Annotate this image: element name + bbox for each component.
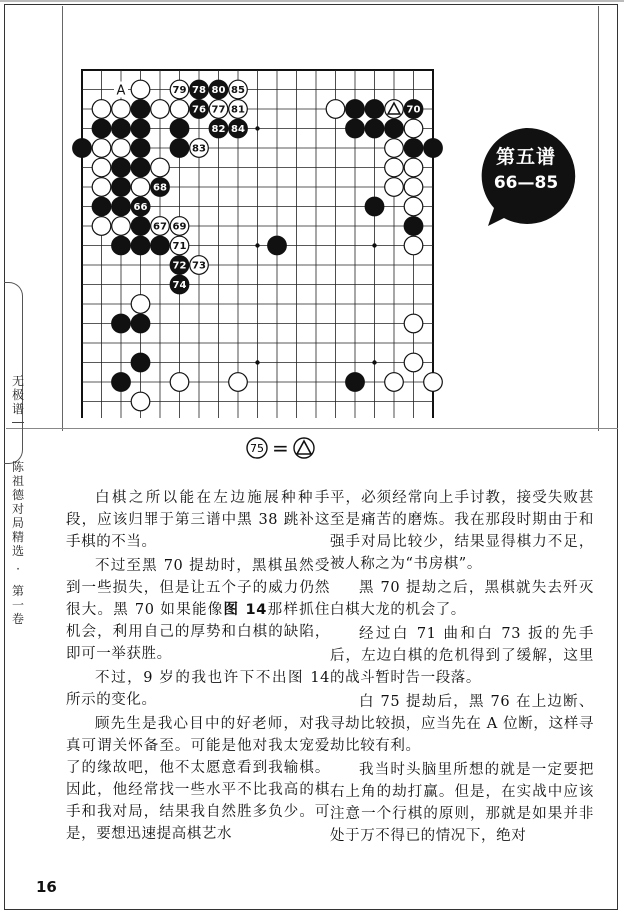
move-number: 82 xyxy=(211,124,226,136)
badge-title: 第五谱 xyxy=(495,146,556,168)
black-stone xyxy=(365,197,384,216)
black-stone xyxy=(92,197,111,216)
paragraph: 白 75 提劫后，黑 76 在上边断、寻劫比较损，应当先在 A 位断，这样寻劫比较有利。 xyxy=(330,694,594,754)
sidebar-volume: 第一卷 xyxy=(11,584,24,626)
white-stone xyxy=(131,178,150,197)
black-stone xyxy=(170,139,189,158)
white-stone xyxy=(151,100,170,119)
move-number: 85 xyxy=(231,85,245,97)
white-stone xyxy=(112,100,131,119)
white-stone xyxy=(92,100,111,119)
paragraph: 我当时头脑里所想的就是一定要把右上角的劫打赢。但是，在实战中应该注意一个行棋的原则，那就是如果并非处于万不得已的情况下，绝对 xyxy=(330,762,594,844)
white-stone xyxy=(404,314,423,333)
black-stone xyxy=(404,217,423,236)
black-stone xyxy=(92,119,111,138)
diagram-divider xyxy=(6,428,618,429)
black-stone xyxy=(112,158,131,177)
page-number: 16 xyxy=(36,878,57,896)
move-number: 70 xyxy=(406,104,421,116)
text-column-left xyxy=(66,487,330,847)
white-stone xyxy=(131,295,150,314)
white-stone xyxy=(385,178,404,197)
paragraph: 不过，9 岁的我也许下不出图 14 所示的变化。 xyxy=(66,670,330,708)
white-stone xyxy=(404,178,423,197)
white-stone xyxy=(92,217,111,236)
move-number: 77 xyxy=(211,104,226,116)
black-stone xyxy=(346,100,365,119)
move-number: 76 xyxy=(192,104,206,116)
black-stone xyxy=(112,236,131,255)
white-stone xyxy=(404,353,423,372)
white-stone xyxy=(92,178,111,197)
move-75-stone-icon xyxy=(246,437,268,459)
gutter-line-left xyxy=(62,6,63,431)
black-stone xyxy=(346,373,365,392)
black-stone xyxy=(131,217,150,236)
figure-reference: 图 14 xyxy=(223,602,267,618)
white-stone xyxy=(92,158,111,177)
black-stone xyxy=(112,314,131,333)
white-stone xyxy=(112,139,131,158)
move-number: 71 xyxy=(172,241,187,253)
move-number: 81 xyxy=(231,104,245,116)
white-stone xyxy=(112,217,131,236)
black-stone xyxy=(365,119,384,138)
text-column-right xyxy=(330,487,594,849)
white-stone xyxy=(404,197,423,216)
black-stone xyxy=(365,100,384,119)
star-point xyxy=(255,243,259,247)
sidebar-dot: · xyxy=(16,562,20,576)
sidebar-book-title: 陈祖德对局精选 xyxy=(11,460,24,558)
black-stone xyxy=(73,139,92,158)
paragraph: 不过至黑 70 提劫时，黑棋虽然受到一些损失，但是让五个子的威力仍然很大。黑 70 如果能像图 14那样抓住机会，利用自己的厚势和白棋的缺陷，即可一举获胜。 xyxy=(66,558,330,662)
black-stone xyxy=(151,236,170,255)
black-stone xyxy=(385,119,404,138)
white-stone xyxy=(170,373,189,392)
white-stone xyxy=(151,158,170,177)
white-stone xyxy=(424,373,443,392)
triangle-stone-icon xyxy=(293,437,315,459)
go-board-diagram xyxy=(70,58,450,418)
badge-label xyxy=(474,142,578,193)
white-stone xyxy=(385,373,404,392)
star-point xyxy=(255,360,259,364)
white-stone xyxy=(92,139,111,158)
white-stone xyxy=(170,100,189,119)
equals-sign: = xyxy=(272,436,289,460)
sidebar-separator xyxy=(12,422,24,423)
gutter-line-right xyxy=(598,6,599,431)
white-stone xyxy=(131,80,150,99)
star-point xyxy=(255,126,259,130)
star-point xyxy=(372,243,376,247)
move-number: 79 xyxy=(172,85,187,97)
move-number: 83 xyxy=(192,143,206,155)
white-stone xyxy=(326,100,345,119)
label-a: A xyxy=(116,83,126,99)
paragraph: 顾先生是我心目中的好老师，对我真可谓关怀备至。可能是他对我太宠爱了的缘故吧，他不太愿意看到我输棋。因此，他经常找一些水平不比我高的棋手和我对局，结果我自然胜多负少。可是，要想迅速提高棋艺水 xyxy=(66,716,330,842)
black-stone xyxy=(170,119,189,138)
black-stone xyxy=(268,236,287,255)
badge-move-range: 66—85 xyxy=(493,173,559,193)
move-number: 68 xyxy=(153,182,167,194)
chapter-tab xyxy=(4,282,23,464)
move-number: 67 xyxy=(153,221,167,233)
move-number: 72 xyxy=(172,260,187,272)
black-stone xyxy=(404,139,423,158)
white-stone xyxy=(404,158,423,177)
diagram-note xyxy=(246,436,315,460)
black-stone xyxy=(346,119,365,138)
move-number: 80 xyxy=(211,85,226,97)
star-point xyxy=(372,360,376,364)
black-stone xyxy=(131,139,150,158)
top-edge xyxy=(0,0,624,2)
move-number: 84 xyxy=(231,124,245,136)
white-stone xyxy=(404,119,423,138)
paragraph: 平，必须经常向上手讨教，接受失败甚至是痛苦的磨炼。我在那段时期由于和强手对局比较少，结果显得棋力不足，被人称之为“书房棋”。 xyxy=(330,490,594,572)
sidebar-series-title: 无极谱 xyxy=(11,374,24,416)
paragraph: 黑 70 提劫之后，黑棋就失去歼灭白棋大龙的机会了。 xyxy=(330,580,594,618)
black-stone xyxy=(131,314,150,333)
move-number: 74 xyxy=(172,280,187,292)
move-number: 69 xyxy=(172,221,187,233)
white-stone xyxy=(131,392,150,411)
move-number: 66 xyxy=(133,202,148,214)
white-stone xyxy=(385,158,404,177)
black-stone xyxy=(112,178,131,197)
black-stone xyxy=(131,236,150,255)
white-stone xyxy=(229,373,248,392)
black-stone xyxy=(424,139,443,158)
svg-text:75: 75 xyxy=(250,442,264,455)
black-stone xyxy=(131,353,150,372)
black-stone xyxy=(112,119,131,138)
move-number: 78 xyxy=(192,85,206,97)
black-stone xyxy=(112,197,131,216)
paragraph: 白棋之所以能在左边施展种种手段，应该归罪于第三谱中黑 38 跳补这手棋的不当。 xyxy=(66,490,330,550)
move-number: 73 xyxy=(192,260,206,272)
white-stone xyxy=(385,139,404,158)
black-stone xyxy=(131,100,150,119)
black-stone xyxy=(131,119,150,138)
white-stone xyxy=(404,236,423,255)
black-stone xyxy=(112,373,131,392)
paragraph: 经过白 71 曲和白 73 扳的先手后，左边白棋的危机得到了缓解，这里的战斗暂时告一段落。 xyxy=(330,626,594,686)
black-stone xyxy=(131,158,150,177)
